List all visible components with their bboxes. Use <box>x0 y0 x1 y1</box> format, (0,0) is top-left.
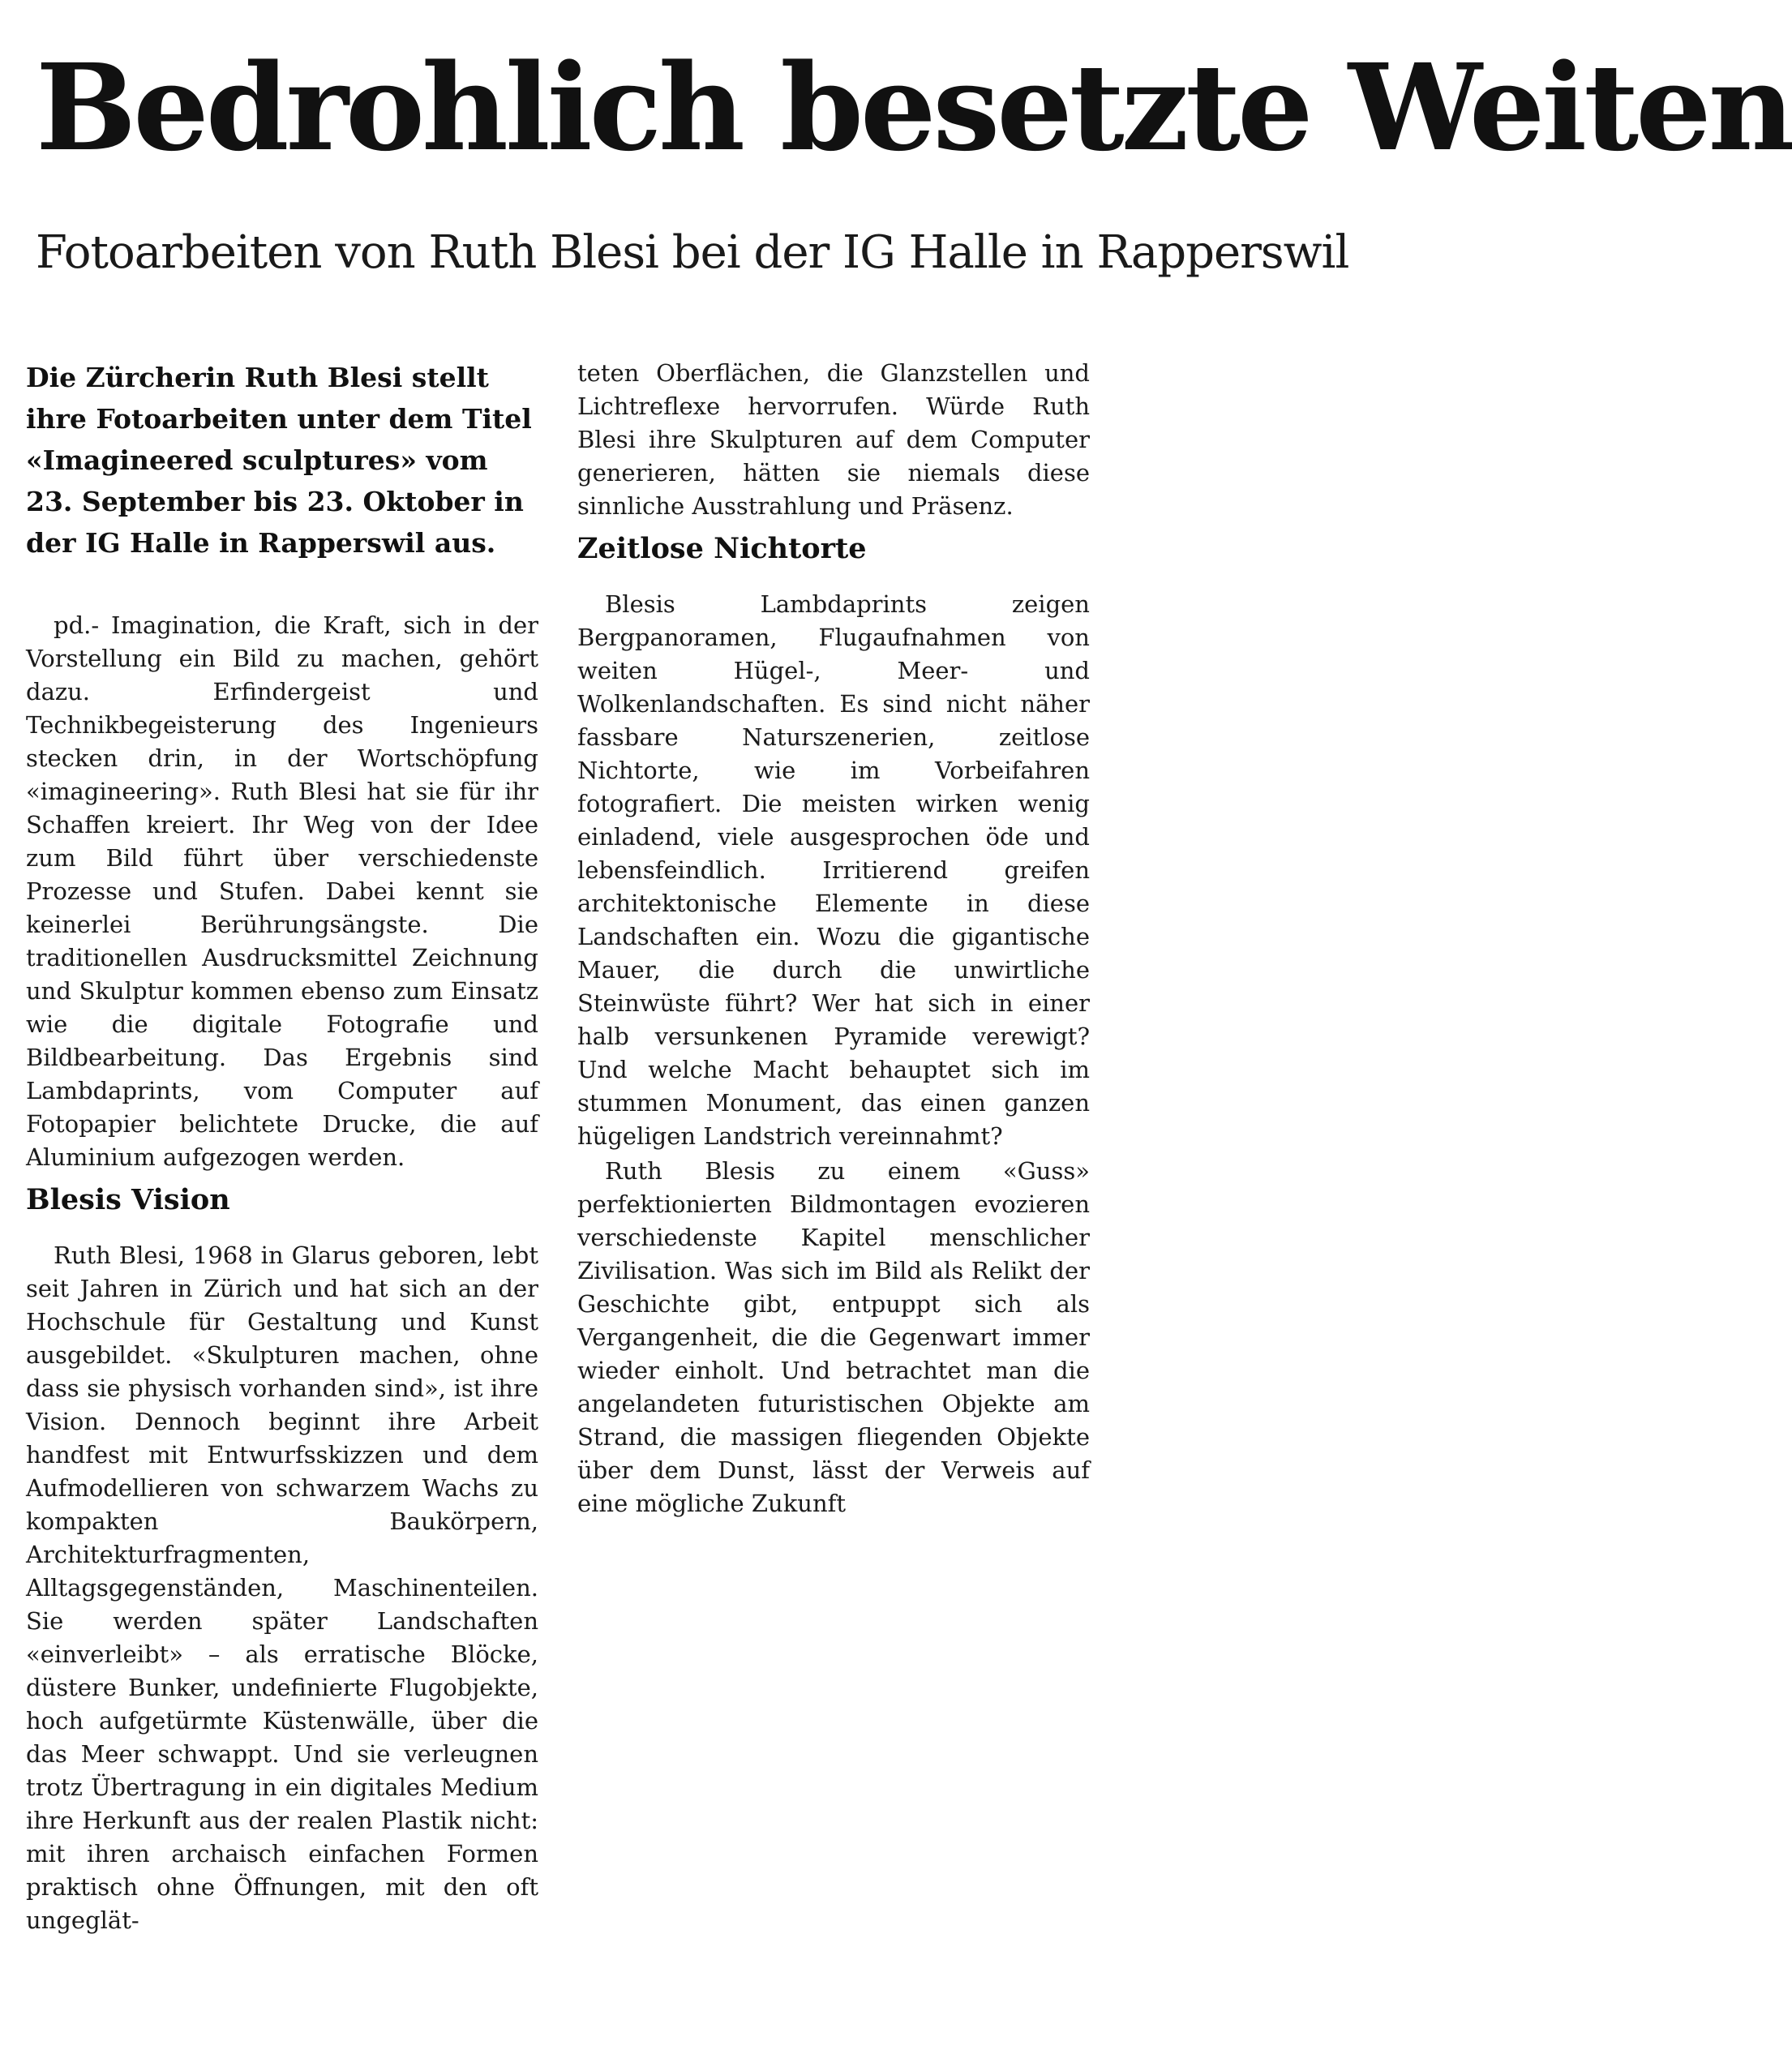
intro-paragraph: pd.- Imagination, die Kraft, sich in der Vorstellung ein Bild zu machen, gehört dazu. Erfindergeist und Technikbegeisterung des Ingenieurs stecken drin, in der Wortschöpfung «imagineering». Ruth Blesi hat sie für ihr Schaffen kreiert. Ihr Weg von der Idee zum Bild führt über verschiedenste Prozesse und Stufen. Dabei kennt sie keinerlei Berührungsängste. Die traditionellen Ausdrucksmittel Zeichnung und Skulptur kommen ebenso zum Einsatz wie die digitale Fotografie und Bildbearbeitung. Das Ergebnis sind Lambdaprints, vom Computer auf Fotopapier belichtete Drucke, die auf Aluminium aufgezogen werden. <box>26 611 538 1171</box>
continuation-paragraph: teten Oberflächen, die Glanzstellen und Lichtreflexe hervorrufen. Würde Ruth Blesi ihre Skulpturen auf dem Computer generieren, hätten sie niemals diese sinnliche Ausstrahlung und Präsenz. <box>577 359 1090 520</box>
nichtorte-paragraph-1: Blesis Lambdaprints zeigen Bergpanoramen, Flugaufnahmen von weiten Hügel-, Meer- und Wolkenlandschaften. Es sind nicht näher fassbare Naturszenerien, zeitlose Nichtorte, wie im Vorbeifahren fotografiert. Die meisten wirken wenig einladend, viele ausgesprochen öde und lebensfeindlich. Irritierend greifen architektonische Elemente in diese Landschaften ein. Wozu die gigantische Mauer, die durch die unwirtliche Steinwüste führt? Wer hat sich in einer halb versunkenen Pyramide verewigt? Und welche Macht behauptet sich im stummen Monument, das einen ganzen hügeligen Landstrich vereinnahmt? <box>577 590 1090 1150</box>
right-column <box>577 357 1090 1520</box>
nichtorte-paragraph-2: Ruth Blesis zu einem «Guss» perfektionierten Bildmontagen evozieren verschiedenste Kapitel menschlicher Zivilisation. Was sich im Bild als Relikt der Geschichte gibt, entpuppt sich als Vergangenheit, die die Gegenwart immer wieder einholt. Und betrachtet man die angelandeten futuristischen Objekte am Strand, die massigen fliegenden Objekte über dem Dunst, lässt der Verweis auf eine mögliche Zukunft <box>577 1157 1090 1517</box>
article-lead: Die Zürcherin Ruth Blesi stellt ihre Fotoarbeiten unter dem Titel «Imagineered sculptures» vom 23. September bis 23. Oktober in der IG Halle in Rapperswil aus. <box>26 362 532 559</box>
section-heading-zeitlose-nichtorte: Zeitlose Nichtorte <box>577 532 867 565</box>
section-heading-blesis-vision: Blesis Vision <box>26 1183 230 1216</box>
article-subheadline: Fotoarbeiten von Ruth Blesi bei der IG Halle in Rapperswil <box>36 226 1349 279</box>
article-headline: Bedrohlich besetzte Weiten <box>36 37 1792 178</box>
vision-paragraph: Ruth Blesi, 1968 in Glarus geboren, lebt seit Jahren in Zürich und hat sich an der Hochschule für Gestaltung und Kunst ausgebildet. «Skulpturen machen, ohne dass sie physisch vorhanden sind», ist ihre Vision. Dennoch beginnt ihre Arbeit handfest mit Entwurfsskizzen und dem Aufmodellieren von schwarzem Wachs zu kompakten Baukörpern, Architekturfragmenten, Alltagsgegenständen, Maschinenteilen. Sie werden später Landschaften «einverleibt» – als erratische Blöcke, düstere Bunker, undefinierte Flugobjekte, hoch aufgetürmte Küstenwälle, über die das Meer schwappt. Und sie verleugnen trotz Übertragung in ein digitales Medium ihre Herkunft aus der realen Plastik nicht: mit ihren archaisch einfachen Formen praktisch ohne Öffnungen, mit den oft ungeglät- <box>26 1241 538 1934</box>
left-column <box>26 357 538 1937</box>
